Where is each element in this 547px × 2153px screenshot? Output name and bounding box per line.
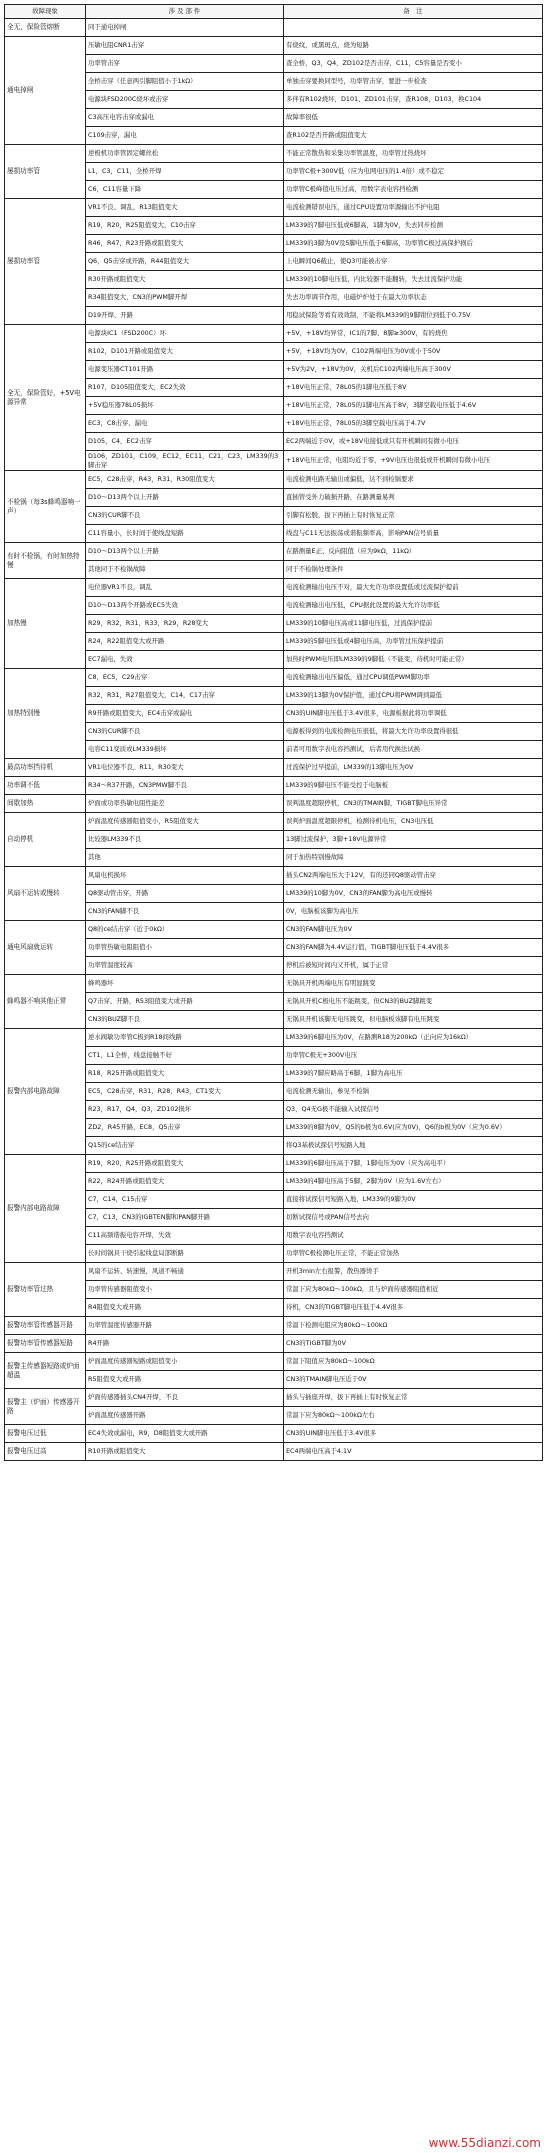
fault-table-page (4, 4, 542, 1461)
notes-cell: 无锅具开机该脚无电压跳变，但电脑板该脚有电压跳变 (284, 1011, 543, 1029)
notes-cell: +18V电压正常，78L05的1脚电压低于8V (284, 379, 543, 397)
fault-table (4, 4, 543, 1461)
notes-cell: LM339的10脚为0V，CN3的FAN脚为高电压或慢转 (284, 885, 543, 903)
table-row (5, 289, 543, 307)
notes-cell: 失去功率调节作用，电磁炉炉处于在最大功率状态 (284, 289, 543, 307)
parts-cell: 逆水阀敏功率管C极到R18间线路 (86, 1029, 284, 1047)
notes-cell: 功率管C极+300V低（应为电网电压的1.4倍）或不稳定 (284, 163, 543, 181)
table-row (5, 37, 543, 55)
parts-cell: 其他 (86, 849, 284, 867)
table-row (5, 885, 543, 903)
table-row (5, 1317, 543, 1335)
parts-cell: VR1不良、调乱，R13阻值变大 (86, 199, 284, 217)
parts-cell: C8，EC5，C29击穿 (86, 669, 284, 687)
fault-phenomenon-cell: 报警主（炉面）传感器开路 (5, 1389, 86, 1425)
table-row (5, 975, 543, 993)
parts-cell: R9开路或阻值变大，EC4击穿或漏电 (86, 705, 284, 723)
table-row (5, 543, 543, 561)
parts-cell: 功率管传感器阻值变小 (86, 1281, 284, 1299)
table-row (5, 1245, 543, 1263)
parts-cell: CN3的BUZ脚不良 (86, 1011, 284, 1029)
notes-cell: 常温下检测电阻应为80kΩ～100kΩ (284, 1317, 543, 1335)
parts-cell: 炉面温度传感器开路 (86, 1407, 284, 1425)
table-row (5, 957, 543, 975)
notes-cell: 插头CN2两端电压大于12V，有的还同Q8驱动管击穿 (284, 867, 543, 885)
parts-cell: R30开路或阻值变大 (86, 271, 284, 289)
parts-cell: C3高压电容击穿或漏电 (86, 109, 284, 127)
notes-cell: +5V为2V，+18V为0V，关机后C102两端电压高于300V (284, 361, 543, 379)
table-row (5, 813, 543, 831)
parts-cell: C6，C11容量下降 (86, 181, 284, 199)
table-row (5, 1137, 543, 1155)
table-row (5, 307, 543, 325)
table-row (5, 651, 543, 669)
table-row (5, 723, 543, 741)
table-body (5, 19, 543, 1461)
parts-cell: 功率管热敏电阻阻值小 (86, 939, 284, 957)
table-row (5, 993, 543, 1011)
parts-cell: C11高频谐振电容开焊，失效 (86, 1227, 284, 1245)
table-row (5, 849, 543, 867)
table-row (5, 561, 543, 579)
parts-cell: 风扇不运转、转速慢，风道不畅通 (86, 1263, 284, 1281)
notes-cell: 切断试探信号或PAN信号去向 (284, 1209, 543, 1227)
table-row (5, 1173, 543, 1191)
table-row (5, 831, 543, 849)
notes-cell: 查R102是否开路或阻值变大 (284, 127, 543, 145)
notes-cell (284, 19, 543, 37)
parts-cell: VR1电位器不良，R11，R30变大 (86, 759, 284, 777)
notes-cell: 电流检测输出电压不对，最大允许功率设置低或过流保护提前 (284, 579, 543, 597)
notes-cell: 单独击穿要换同型号，功率管击穿，要进一步检查 (284, 73, 543, 91)
notes-cell: 有烧纹，或黑斑点，烧为短路 (284, 37, 543, 55)
table-row (5, 759, 543, 777)
parts-cell: ZD2，R45开路，EC8，Q5击穿 (86, 1119, 284, 1137)
notes-cell: +18V电压正常，电阻均近于零，+9V电压也很低或开机瞬间有微小电压 (284, 451, 543, 471)
table-row (5, 1047, 543, 1065)
fault-phenomenon-cell: 风扇不运转或慢转 (5, 867, 86, 921)
notes-cell: 无锅具开机C极电压不能跳变，但CN3的BUZ脚跳变 (284, 993, 543, 1011)
fault-phenomenon-cell: 全无，保险管熔断 (5, 19, 86, 37)
fault-phenomenon-cell: 屡损功率管 (5, 145, 86, 199)
fault-phenomenon-cell: 蜂鸣器不响其他正常 (5, 975, 86, 1029)
table-row (5, 1353, 543, 1371)
fault-phenomenon-cell: 报警电压过高 (5, 1443, 86, 1461)
notes-cell: 电流检测输出电压低，CPU据此设置的最大允许功率低 (284, 597, 543, 615)
table-row (5, 271, 543, 289)
parts-cell: Q8的ce结击穿（近于0kΩ） (86, 921, 284, 939)
parts-cell: Q6，Q5击穿或开路，R44阻值变大 (86, 253, 284, 271)
table-row (5, 1029, 543, 1047)
notes-cell: LM339的6脚电压为0V，在路测R18为200kΩ（正向应为16kΩ） (284, 1029, 543, 1047)
table-header (5, 5, 543, 19)
parts-cell: 风扇电机损坏 (86, 867, 284, 885)
notes-cell: LM339的8脚为0V，Q5的b极为0.6V(应为0V)，Q6的b极为0V（应为0.6V） (284, 1119, 543, 1137)
table-row (5, 1011, 543, 1029)
parts-cell: EC5，C28击穿，R31，R28，R43，CT1变大 (86, 1083, 284, 1101)
fault-phenomenon-cell: 加热特别慢 (5, 669, 86, 759)
table-row (5, 777, 543, 795)
table-row (5, 55, 543, 73)
parts-cell: C7，C13，CN3的IGBTEN脚和PAN脚开路 (86, 1209, 284, 1227)
notes-cell: CN3的FAN脚为4.4V运行值，TIGBT脚电压低于4.4V很多 (284, 939, 543, 957)
table-row (5, 1299, 543, 1317)
table-row (5, 687, 543, 705)
parts-cell: R18，R25开路或阻值变大 (86, 1065, 284, 1083)
notes-cell: 误判温度超限停机，CN3的TMAIN脚，TIGBT脚电压异常 (284, 795, 543, 813)
table-row (5, 597, 543, 615)
fault-phenomenon-cell: 通电风扇就运转 (5, 921, 86, 975)
parts-cell: R102，D101开路或阻值变大 (86, 343, 284, 361)
table-row (5, 91, 543, 109)
table-row (5, 325, 543, 343)
fault-phenomenon-cell: 报警功率管传感器短路 (5, 1335, 86, 1353)
parts-cell: 其他同于不检锅故障 (86, 561, 284, 579)
notes-cell: 开机3min左右报警，散热器烫手 (284, 1263, 543, 1281)
parts-cell: C11容量小，长时间于使线盘短路 (86, 525, 284, 543)
parts-cell: R34～R37开路，CN3PMW脚不良 (86, 777, 284, 795)
notes-cell: 电流检测输出电压偏低，通过CPU调低PWM脚功率 (284, 669, 543, 687)
parts-cell: D105，C4，EC2击穿 (86, 433, 284, 451)
parts-cell: R23，R17，Q4，Q3，ZD102损坏 (86, 1101, 284, 1119)
parts-cell: D10～D13两个以上开路 (86, 543, 284, 561)
table-row (5, 379, 543, 397)
parts-cell: Q7击穿、开路，R53阻值变大或开路 (86, 993, 284, 1011)
notes-cell: 直接将试探信号短路入地，LM339的9脚为0V (284, 1191, 543, 1209)
parts-cell: R22，R24开路或阻值变大 (86, 1173, 284, 1191)
fault-phenomenon-cell: 报警内部电路故障 (5, 1155, 86, 1263)
parts-cell: CN3的CUR脚不良 (86, 723, 284, 741)
table-row (5, 253, 543, 271)
notes-cell: 功率管C极检测电压正常，不能正常加热 (284, 1245, 543, 1263)
notes-cell: 上电瞬间Q6截止，使Q3可能被击穿 (284, 253, 543, 271)
table-row (5, 127, 543, 145)
header-phenomenon: 故障现象 (5, 5, 86, 19)
parts-cell: 功率管温度较高 (86, 957, 284, 975)
parts-cell: 炉面或功率热敏电阻性能差 (86, 795, 284, 813)
notes-cell: 无锅具开机两端电压有明显跳变 (284, 975, 543, 993)
table-row (5, 903, 543, 921)
parts-cell: R4开路 (86, 1335, 284, 1353)
parts-cell: D10～D13两个开路或EC5失效 (86, 597, 284, 615)
notes-cell: LM339的10脚电压高或11脚电压低，过流保护提前 (284, 615, 543, 633)
fault-phenomenon-cell: 报警功率管过热 (5, 1263, 86, 1317)
table-row (5, 1155, 543, 1173)
notes-cell: 13脚过流保护，3脚+18V电源异常 (284, 831, 543, 849)
table-row (5, 1425, 543, 1443)
table-row (5, 1407, 543, 1425)
notes-cell: EC4两端电压高于4.1V (284, 1443, 543, 1461)
table-row (5, 451, 543, 471)
table-row (5, 1443, 543, 1461)
table-row (5, 433, 543, 451)
notes-cell: LM339的6脚电压高于7脚，1脚电压为0V（应为高电平） (284, 1155, 543, 1173)
notes-cell: 功率管C极无+300V电压 (284, 1047, 543, 1065)
table-row (5, 1209, 543, 1227)
watermark: www.55dianzi.com (428, 2136, 541, 2150)
notes-cell: +18V电压正常，78L05的1脚电压高于8V，3脚空载电压低于4.6V (284, 397, 543, 415)
notes-cell: 直插管受外力破损开路，在路测量易判 (284, 489, 543, 507)
notes-cell: LM339的4脚电压高于5脚，2脚为0V（应为1.6V左右） (284, 1173, 543, 1191)
parts-cell: 炉面温度传感器短路或阻值变小 (86, 1353, 284, 1371)
notes-cell: CN3的UIN脚电压低于3.4V很多，电源板据此将功率调低 (284, 705, 543, 723)
notes-cell: CN3的TMAIN脚电压近于0V (284, 1371, 543, 1389)
parts-cell: R24，R22阻值变大或开路 (86, 633, 284, 651)
parts-cell: 电位器VR1不良，调乱 (86, 579, 284, 597)
notes-cell: 用稳试保险等看有效效制，不能将LM339的9脚钳位到低于0.75V (284, 307, 543, 325)
notes-cell: LM339的5脚电压低或4脚电压高，功率管过压保护提前 (284, 633, 543, 651)
notes-cell: 电流检测电路无输出或偏低，达不到检锅要求 (284, 471, 543, 489)
notes-cell: CN3的FAN脚电压为0V (284, 921, 543, 939)
table-row (5, 939, 543, 957)
notes-cell: LM339的10脚电压低，内比较器不能翻转，失去过流保护功能 (284, 271, 543, 289)
fault-phenomenon-cell: 报警功率管传感器开路 (5, 1317, 86, 1335)
notes-cell: +18V电压正常，78L05的3脚空载电压高于4.7V (284, 415, 543, 433)
notes-cell: 电流检测无输出，参见不检锅 (284, 1083, 543, 1101)
parts-cell: EC5，C28击穿，R43，R31，R30阻值变大 (86, 471, 284, 489)
notes-cell: 加热时PWM电压即LM339的9脚低（不能变，待机时可能正常） (284, 651, 543, 669)
table-row (5, 19, 543, 37)
parts-cell: 同于通电掉闸 (86, 19, 284, 37)
notes-cell: 待机，CN3的TIGBT脚电压低于4.4V很多 (284, 1299, 543, 1317)
table-row (5, 705, 543, 723)
parts-cell: 长时间锅具干烧引起线盘局部断路 (86, 1245, 284, 1263)
parts-cell: EC7漏电，失效 (86, 651, 284, 669)
table-row (5, 1083, 543, 1101)
table-row (5, 1101, 543, 1119)
notes-cell: 引脚有松脱，拔下再插上有时恢复正常 (284, 507, 543, 525)
fault-phenomenon-cell: 间歇加热 (5, 795, 86, 813)
notes-cell: 误判炉面温度超限停机，检测待机电压，CN3电压低 (284, 813, 543, 831)
table-row (5, 397, 543, 415)
notes-cell: 故障率很低 (284, 109, 543, 127)
notes-cell: CN3的TIGBT脚为0V (284, 1335, 543, 1353)
table-row (5, 235, 543, 253)
parts-cell: CT1，L1全桥，线盘接触不好 (86, 1047, 284, 1065)
notes-cell: +5V，+18V均为0V，C102两端电压为0V或小于50V (284, 343, 543, 361)
table-row (5, 669, 543, 687)
notes-cell: 常温下应为80kΩ～100kΩ，且与炉面传感器阻值相近 (284, 1281, 543, 1299)
table-row (5, 1371, 543, 1389)
notes-cell: 同于加热特别慢故障 (284, 849, 543, 867)
table-row (5, 181, 543, 199)
notes-cell: 过流保护过早提前，LM339的13脚电压为0V (284, 759, 543, 777)
notes-cell: Q3，Q4无G极不能输入试探信号 (284, 1101, 543, 1119)
notes-cell: EC2两端近于0V，或+18V电接低或只有开机瞬间有微小电压 (284, 433, 543, 451)
notes-cell: 停机后被短时间内又开机，属于正常 (284, 957, 543, 975)
fault-phenomenon-cell: 自动停机 (5, 813, 86, 867)
parts-cell: R32，R31，R27阻值变大，C14，C17击穿 (86, 687, 284, 705)
notes-cell: LM339的13脚为0V保护值，通过CPU将PWM调到最低 (284, 687, 543, 705)
fault-phenomenon-cell: 全无，保险管好，+5V电源异常 (5, 325, 86, 471)
notes-cell: 插头与插座开焊，拔下再插上有时恢复正常 (284, 1389, 543, 1407)
notes-cell: 常温下应为80kΩ～100kΩ左右 (284, 1407, 543, 1425)
header-parts: 涉 及 部 件 (86, 5, 284, 19)
parts-cell: R46，R47，R23开路或阻值变大 (86, 235, 284, 253)
parts-cell: +5V稳压器78L05损坏 (86, 397, 284, 415)
notes-cell: 将Q3基极试探信号短路入地 (284, 1137, 543, 1155)
notes-cell: 线盘与C11无法振荡或谐振频率高，影响PAN信号质量 (284, 525, 543, 543)
notes-cell: 功率管C极峰值电压过高，用数字表电容挡检测 (284, 181, 543, 199)
table-row (5, 615, 543, 633)
table-row (5, 1335, 543, 1353)
table-row (5, 579, 543, 597)
parts-cell: CN3的CUR脚不良 (86, 507, 284, 525)
notes-cell: 前者可用数字表电容挡测试，后者用代换法试换 (284, 741, 543, 759)
table-row (5, 361, 543, 379)
notes-cell: 同于不检锅处理条件 (284, 561, 543, 579)
parts-cell: D10～D13两个以上开路 (86, 489, 284, 507)
table-row (5, 525, 543, 543)
parts-cell: Q8驱动管击穿，开路 (86, 885, 284, 903)
table-row (5, 633, 543, 651)
table-row (5, 217, 543, 235)
table-row (5, 741, 543, 759)
fault-phenomenon-cell: 功率调不低 (5, 777, 86, 795)
parts-cell: R5阻值变大或开路 (86, 1371, 284, 1389)
parts-cell: 压敏电阻CNR1击穿 (86, 37, 284, 55)
table-row (5, 471, 543, 489)
parts-cell: 逆极机功率管固定螺丝松 (86, 145, 284, 163)
notes-cell: 0V，电脑板该脚为高电压 (284, 903, 543, 921)
notes-cell: 查全桥，Q3，Q4，ZD102是否击穿，C11，C5容量是否变小 (284, 55, 543, 73)
notes-cell: LM339的7脚电压低或6脚高，1脚为0V，失去同步检测 (284, 217, 543, 235)
table-row (5, 795, 543, 813)
parts-cell: L1，C3，C11，全桥开焊 (86, 163, 284, 181)
table-row (5, 867, 543, 885)
table-row (5, 109, 543, 127)
table-row (5, 1263, 543, 1281)
parts-cell: C7，C14，C15击穿 (86, 1191, 284, 1209)
fault-phenomenon-cell: 不检锅（每3s蜂鸣器响一声） (5, 471, 86, 543)
table-row (5, 1389, 543, 1407)
table-row (5, 507, 543, 525)
fault-phenomenon-cell: 屡损功率管 (5, 199, 86, 325)
parts-cell: 炉面温度传感器阻值变小，R5阻值变大 (86, 813, 284, 831)
table-row (5, 1119, 543, 1137)
table-row (5, 489, 543, 507)
parts-cell: D106，ZD101，C109，EC12，EC11，C21，C23，LM339的3脚击穿 (86, 451, 284, 471)
table-row (5, 163, 543, 181)
fault-phenomenon-cell: 加热慢 (5, 579, 86, 669)
parts-cell: CN3的FAN脚不良 (86, 903, 284, 921)
parts-cell: R4阻值变大或开路 (86, 1299, 284, 1317)
table-row (5, 1065, 543, 1083)
parts-cell: 功率管击穿 (86, 55, 284, 73)
table-row (5, 1281, 543, 1299)
parts-cell: R10开路或阻值变大 (86, 1443, 284, 1461)
notes-cell: LM339的9脚电压不能受控于电脑板 (284, 777, 543, 795)
table-row (5, 73, 543, 91)
parts-cell: EC3，C8击穿、漏电 (86, 415, 284, 433)
notes-cell: 常温下阻值应为80kΩ～100kΩ (284, 1353, 543, 1371)
notes-cell: 用数字表电容挡测试 (284, 1227, 543, 1245)
parts-cell: R19，R20，R25阻值变大，C10击穿 (86, 217, 284, 235)
notes-cell: 多伴有R102烧坏，D101、ZD101击穿，查R108，D103，换C104 (284, 91, 543, 109)
parts-cell: 电源块FSD200C烧坏或击穿 (86, 91, 284, 109)
table-row (5, 921, 543, 939)
table-row (5, 145, 543, 163)
parts-cell: 蜂鸣器坏 (86, 975, 284, 993)
parts-cell: 全桥击穿（任意两引脚阻值小于1kΩ） (86, 73, 284, 91)
fault-phenomenon-cell: 最高功率挡待机 (5, 759, 86, 777)
notes-cell: LM339的7脚应略高于6脚，1脚为高电压 (284, 1065, 543, 1083)
table-row (5, 1227, 543, 1245)
notes-cell: 不能正常散热和采集功率管温度，功率管过热烧坏 (284, 145, 543, 163)
parts-cell: 炉面传感器插头CN4开焊，不良 (86, 1389, 284, 1407)
table-row (5, 415, 543, 433)
fault-phenomenon-cell: 报警电压过低 (5, 1425, 86, 1443)
notes-cell: CN3的UIN脚电压低于3.4V很多 (284, 1425, 543, 1443)
notes-cell: +5V，+18V均异常，IC1的7脚、8脚≥300V，有的烧焦 (284, 325, 543, 343)
parts-cell: R107，D105阻值变大，EC2失效 (86, 379, 284, 397)
fault-phenomenon-cell: 通电掉闸 (5, 37, 86, 145)
table-row (5, 343, 543, 361)
table-row (5, 1191, 543, 1209)
parts-cell: R34阻值变大，CN3的PWM脚开焊 (86, 289, 284, 307)
parts-cell: C109击穿，漏电 (86, 127, 284, 145)
parts-cell: EC4失效或漏电，R9，D8阻值变大或开路 (86, 1425, 284, 1443)
parts-cell: R29，R32，R31，R33，R29，R28变大 (86, 615, 284, 633)
header-notes: 备 注 (284, 5, 543, 19)
parts-cell: 电容C11变质或LM339损坏 (86, 741, 284, 759)
parts-cell: 功率管温度传感器开路 (86, 1317, 284, 1335)
notes-cell: 电源板得到的电流检测电压很低，将最大允许功率设置得很低 (284, 723, 543, 741)
notes-cell: 电流检测错误电压，通过CPU设置功率源输出不护电阻 (284, 199, 543, 217)
table-row (5, 199, 543, 217)
parts-cell: 电源块IC1（FSD200C）坏 (86, 325, 284, 343)
parts-cell: D19开焊、开路 (86, 307, 284, 325)
notes-cell: LM339的3脚为0V及5脚电压低于6脚高，功率管C极过高保护损后 (284, 235, 543, 253)
fault-phenomenon-cell: 有时不检锅，有时加热特慢 (5, 543, 86, 579)
parts-cell: R19，R20，R25开路或阻值变大 (86, 1155, 284, 1173)
parts-cell: 电源变压器CT101开路 (86, 361, 284, 379)
parts-cell: 比较器LM339不良 (86, 831, 284, 849)
notes-cell: 在路测量E正、反向阻值（应为9kΩ，11kΩ） (284, 543, 543, 561)
fault-phenomenon-cell: 报警主传感器短路或炉面超温 (5, 1353, 86, 1389)
parts-cell: Q15的ce结击穿 (86, 1137, 284, 1155)
fault-phenomenon-cell: 报警内部电路故障 (5, 1029, 86, 1155)
